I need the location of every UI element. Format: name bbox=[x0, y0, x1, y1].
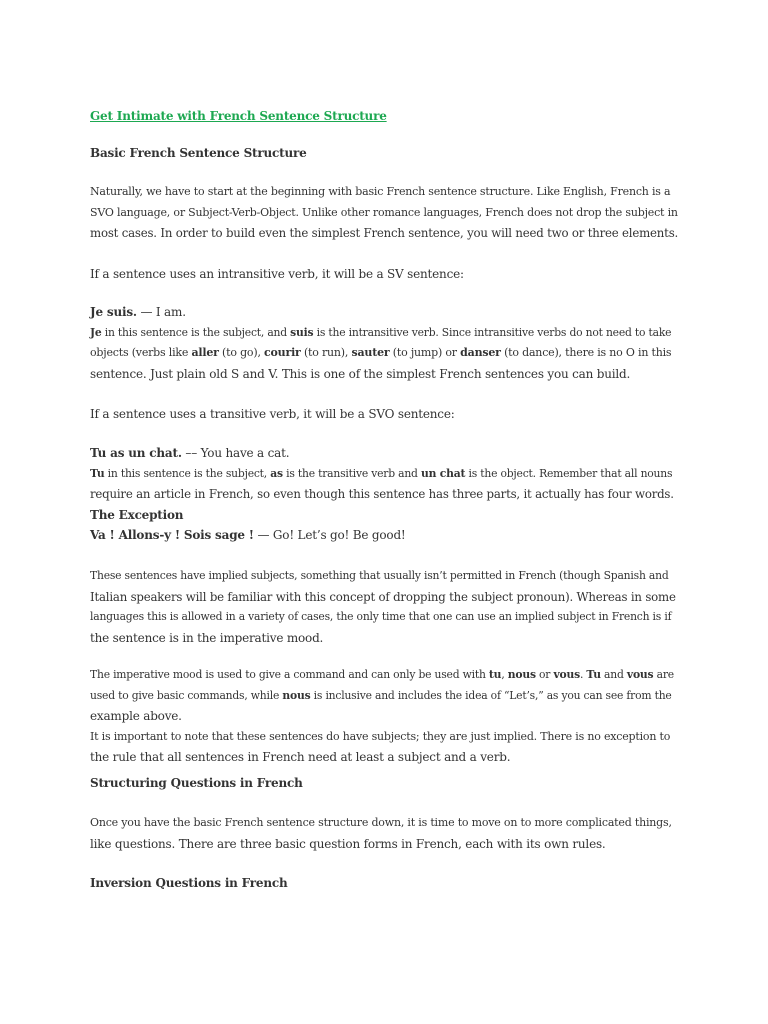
imperative-text: . bbox=[579, 668, 587, 681]
sv-explain-text: is the intransitive verb. Since intransitive verbs do not need to take bbox=[313, 325, 672, 339]
intro-paragraph bbox=[90, 182, 680, 244]
exception-example-french: Va ! Allons-y ! Sois sage ! bbox=[90, 528, 254, 542]
implied-paragraph bbox=[90, 566, 680, 648]
imperative-line-4: It is important to note that these sentences do have subjects; they are just implied. There is no exception to bbox=[90, 729, 671, 743]
sv-example-french: Je suis. bbox=[90, 305, 137, 319]
word-danser: danser bbox=[460, 346, 501, 359]
imperative-text: used to give basic commands, while bbox=[90, 688, 283, 702]
word-nous: nous bbox=[282, 688, 311, 702]
word-vous: vous bbox=[626, 668, 654, 681]
svo-intro-paragraph bbox=[90, 404, 680, 425]
svo-example-line bbox=[90, 443, 680, 464]
imperative-text: or bbox=[535, 668, 554, 681]
implied-line-3: languages this is allowed in a variety of cases, the only time that one can use an implied subject in French is if bbox=[90, 610, 672, 623]
heading-structuring-questions: Structuring Questions in French bbox=[90, 776, 303, 790]
intro-line-1: Naturally, we have to start at the beginning with basic French sentence structure. Like English, French is a bbox=[90, 185, 671, 198]
word-sauter: sauter bbox=[351, 346, 390, 359]
sv-explain-line-3: sentence. Just plain old S and V. This is one of the simplest French sentences you can build. bbox=[90, 366, 631, 381]
implied-line-2: Italian speakers will be familiar with this concept of dropping the subject pronoun). Whereas in some bbox=[90, 589, 676, 604]
imperative-line-5: the rule that all sentences in French need at least a subject and a verb. bbox=[90, 750, 511, 764]
imperative-paragraph bbox=[90, 665, 680, 768]
imperative-line-1 bbox=[90, 665, 680, 686]
svo-intro-line: If a sentence uses a transitive verb, it will be a SVO sentence: bbox=[90, 407, 455, 421]
word-vous: vous bbox=[553, 668, 580, 681]
sv-intro-paragraph bbox=[90, 264, 680, 285]
sv-explain-text: (to run), bbox=[300, 346, 352, 359]
svo-example-french: Tu as un chat. bbox=[90, 446, 182, 460]
word-as: as bbox=[270, 466, 283, 480]
svo-example-translation: –– You have a cat. bbox=[181, 446, 290, 460]
heading-basic-structure: Basic French Sentence Structure bbox=[90, 146, 307, 160]
sv-explain-text: in this sentence is the subject, and bbox=[101, 325, 291, 339]
imperative-text: The imperative mood is used to give a command and can only be used with bbox=[90, 668, 489, 681]
exception-heading-text: The Exception bbox=[90, 507, 184, 522]
title-link[interactable]: Get Intimate with French Sentence Structure bbox=[90, 109, 387, 123]
implied-line-4: the sentence is in the imperative mood. bbox=[90, 630, 324, 645]
questions-paragraph bbox=[90, 813, 680, 854]
questions-line-2: like questions. There are three basic question forms in French, each with its own rules. bbox=[90, 836, 606, 851]
sv-explain-text: (to dance), there is no O in this bbox=[500, 346, 672, 359]
sv-example-line bbox=[90, 302, 680, 323]
implied-line-1: These sentences have implied subjects, something that usually isn’t permitted in French (though Spanish and bbox=[90, 569, 669, 582]
word-aller: aller bbox=[191, 346, 219, 359]
imperative-line-3: example above. bbox=[90, 709, 182, 723]
word-tu: Tu bbox=[90, 466, 105, 480]
word-tu: tu bbox=[488, 668, 502, 681]
imperative-text: , bbox=[501, 668, 508, 681]
sv-explain-line-2 bbox=[90, 343, 680, 364]
sv-explain-text: objects (verbs like bbox=[90, 346, 192, 359]
svo-explain-line-1 bbox=[90, 464, 680, 485]
imperative-text: is inclusive and includes the idea of “Let’s,” as you can see from the bbox=[310, 688, 672, 702]
word-suis: suis bbox=[290, 325, 314, 339]
word-un-chat: un chat bbox=[420, 466, 466, 480]
exception-heading bbox=[90, 505, 680, 526]
svo-explain-line-2: require an article in French, so even though this sentence has three parts, it actually has four words. bbox=[90, 487, 674, 501]
sv-intro-line: If a sentence uses an intransitive verb, it will be a SV sentence: bbox=[90, 267, 464, 281]
exception-example-translation: — Go! Let’s go! Be good! bbox=[253, 528, 406, 542]
imperative-text: and bbox=[600, 668, 627, 681]
word-courir: courir bbox=[264, 346, 301, 359]
intro-line-3: most cases. In order to build even the simplest French sentence, you will need two or three elements. bbox=[90, 226, 679, 240]
svo-explain-text: in this sentence is the subject, bbox=[104, 466, 271, 480]
imperative-text: are bbox=[653, 668, 674, 681]
exception-example-line bbox=[90, 525, 680, 546]
imperative-line-2 bbox=[90, 686, 680, 707]
sv-example-paragraph bbox=[90, 302, 680, 384]
sv-explain-text: (to go), bbox=[218, 346, 265, 359]
intro-line-2: SVO language, or Subject-Verb-Object. Unlike other romance languages, French does not drop the subject in bbox=[90, 205, 678, 219]
sv-explain-line-1 bbox=[90, 323, 680, 344]
svo-explain-text: is the object. Remember that all nouns bbox=[465, 466, 673, 480]
sv-explain-text: (to jump) or bbox=[389, 346, 461, 359]
svo-explain-text: is the transitive verb and bbox=[282, 466, 421, 480]
questions-line-1: Once you have the basic French sentence structure down, it is time to move on to more complicated things, bbox=[90, 816, 672, 829]
word-je: Je bbox=[90, 325, 102, 339]
heading-inversion-questions: Inversion Questions in French bbox=[90, 876, 288, 890]
word-tu: Tu bbox=[586, 668, 601, 681]
sv-example-translation: — I am. bbox=[136, 305, 186, 319]
word-nous: nous bbox=[507, 668, 536, 681]
svo-example-paragraph bbox=[90, 443, 680, 546]
